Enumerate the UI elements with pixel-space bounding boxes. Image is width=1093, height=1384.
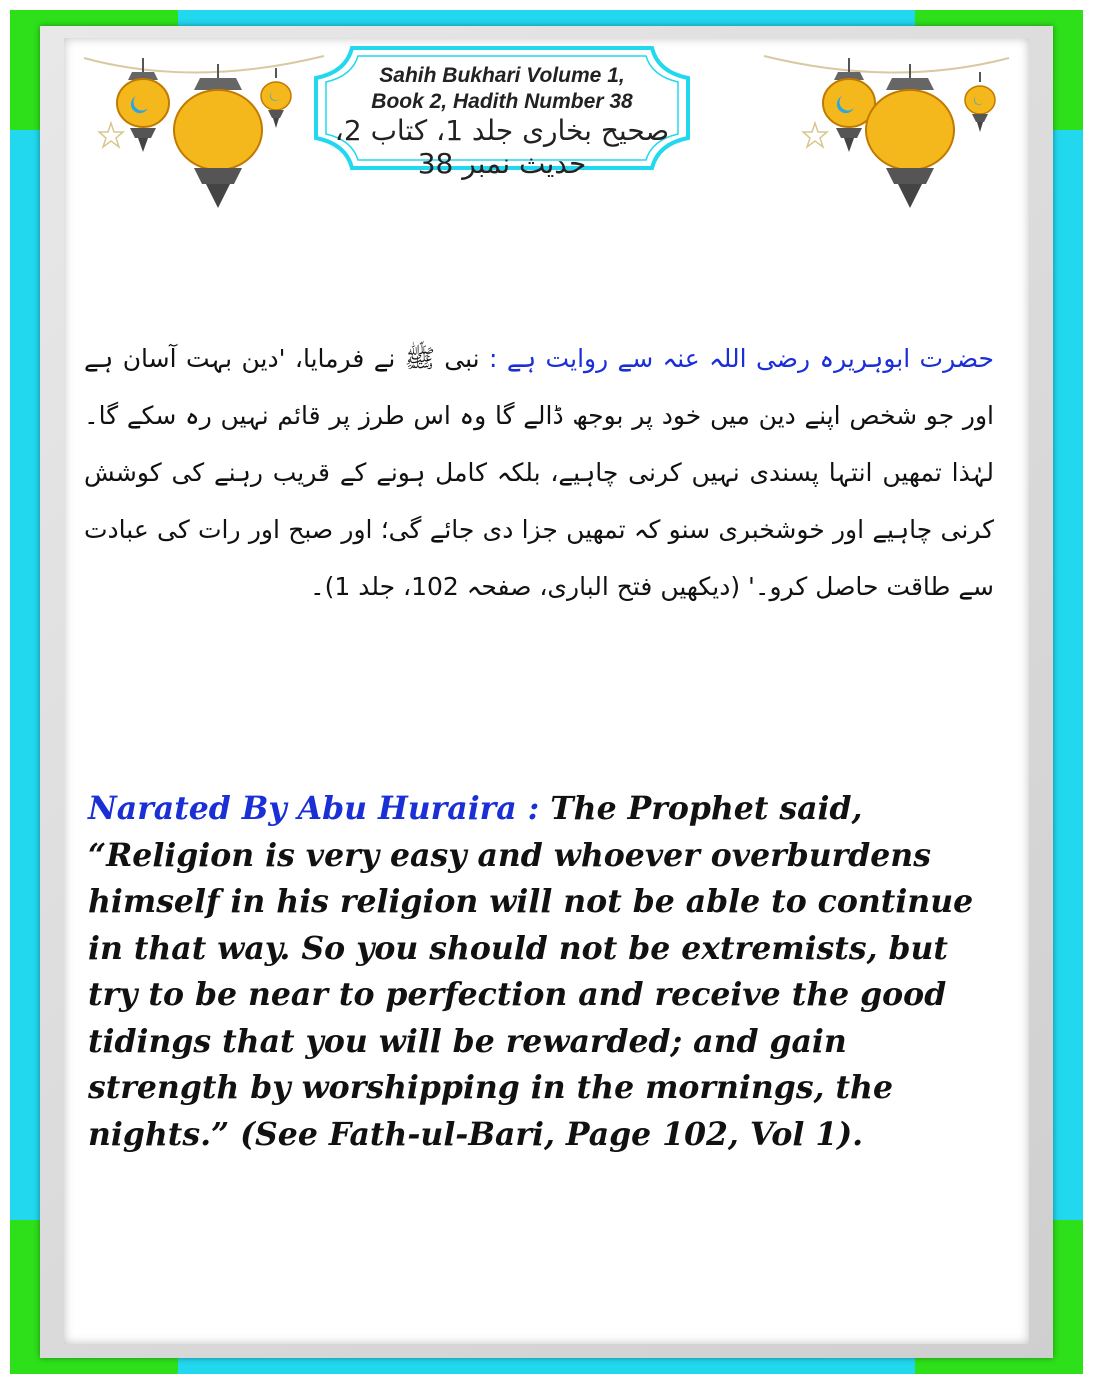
urdu-narrator: حضرت ابوہریرہ رضی اللہ عنہ سے روایت ہے : xyxy=(489,344,994,373)
urdu-body: نبی ﷺ نے فرمایا، 'دین بہت آسان ہے اور جو شخص اپنے دین میں خود پر بوجھ ڈالے گا وہ اس طرز پر قائم نہیں رہ سکے گا۔ لہٰذا تمھیں انتہا پسندی نہیں کرنی چاہیے، بلکہ کامل ہونے کے قریب رہنے کی کوشش کرنی چاہیے اور خوشخبری سنو کہ تمھیں جزا دی جائے گی؛ اور صبح اور رات کی عبادت سے طاقت حاصل کرو۔' (دیکھیں فتح الباری، صفحہ 102، جلد 1)۔ xyxy=(84,344,994,601)
green-corner-tl-v xyxy=(10,10,40,130)
lantern-icon xyxy=(112,58,174,168)
lantern-icon xyxy=(860,64,960,214)
english-translation xyxy=(88,786,1008,1158)
lantern-icon xyxy=(962,72,998,138)
green-corner-bl-v xyxy=(10,1220,40,1374)
urdu-translation xyxy=(84,330,994,615)
crescent-star-icon xyxy=(96,120,126,150)
english-body: The Prophet said, “Religion is very easy and whoever overburdens himself in his religion will not be able to continue in that way. So you should not be extremists, but try to be near to perfection and receive the good tidings that you will be rewarded; and gain strength by worshipping in the mornings, the nights.” (See Fath-ul-Bari, Page 102, Vol 1). xyxy=(88,790,974,1153)
title-line-2: Book 2, Hadith Number 38 xyxy=(371,90,633,113)
lantern-icon xyxy=(258,68,294,134)
green-corner-tr-v xyxy=(1053,10,1083,130)
title-urdu: صحیح بخاری جلد 1، کتاب 2، حدیث نمبر 38 xyxy=(334,114,670,180)
title-line-1: Sahih Bukhari Volume 1, xyxy=(379,64,625,87)
title-badge xyxy=(312,44,692,180)
green-corner-br-v xyxy=(1053,1220,1083,1374)
english-narrator: Narated By Abu Huraira : xyxy=(88,790,551,827)
crescent-star-icon xyxy=(800,120,830,150)
lantern-icon xyxy=(168,64,268,214)
